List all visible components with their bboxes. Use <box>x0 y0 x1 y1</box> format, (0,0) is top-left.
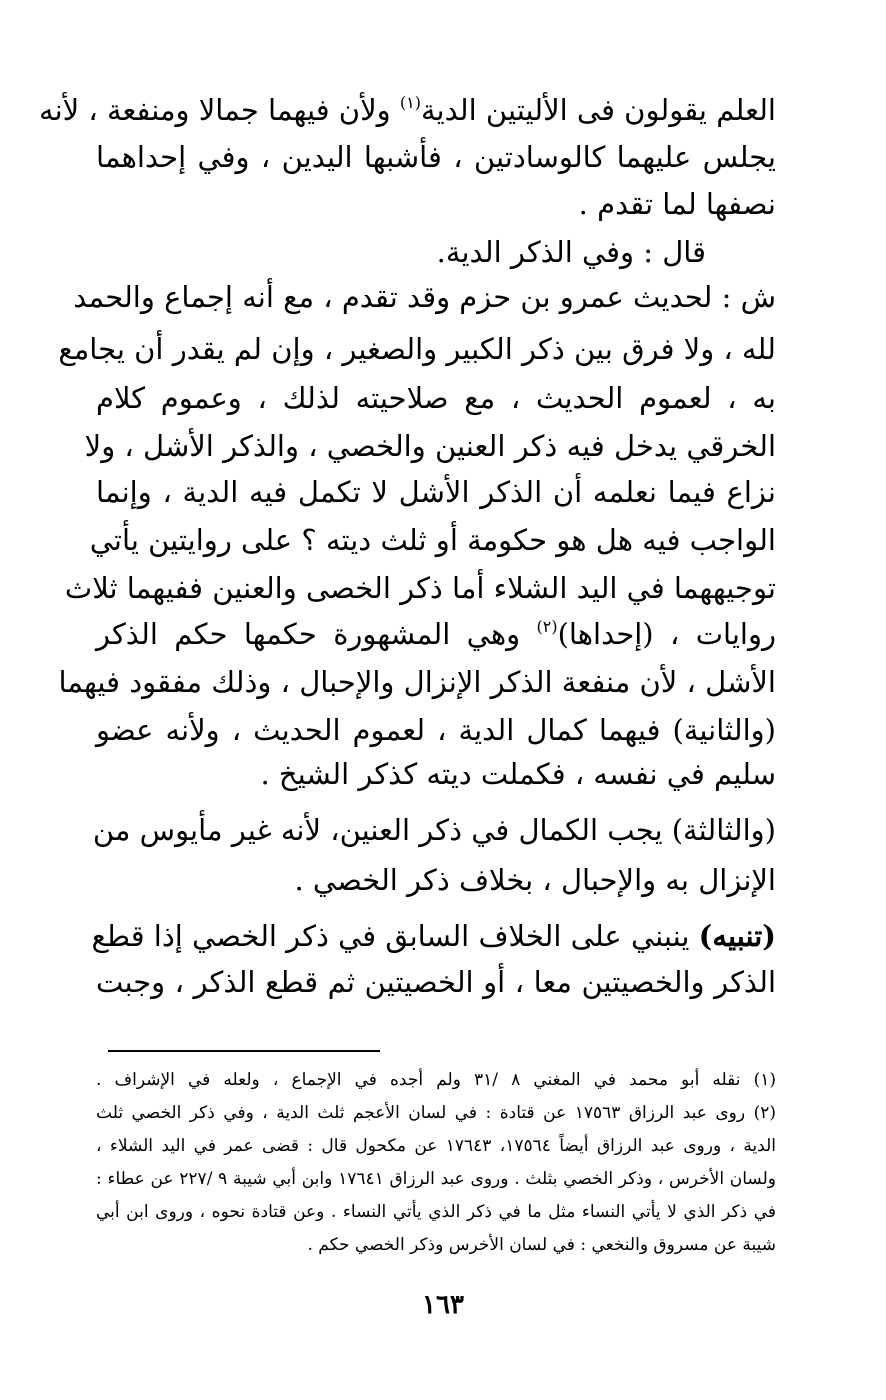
body-line-2: يجلس عليهما كالوسادتين ، فأشبها اليدين ، وفي إحداهما <box>96 140 776 174</box>
body-line-15: سليم في نفسه ، فكملت ديته كذكر الشيخ . <box>260 757 776 791</box>
body-line-9: نزاع فيما نعلمه أن الذكر الأشل لا تكمل فيه الدية ، وإنما <box>96 475 776 509</box>
body-line-17: الإنزال به والإحبال ، بخلاف ذكر الخصي . <box>294 863 776 897</box>
body-line-12-end: وهي المشهورة حكمها حكم الذكر <box>96 617 521 651</box>
page-number: ١٦٣ <box>422 1290 464 1320</box>
body-line-3: نصفها لما تقدم . <box>578 187 776 221</box>
body-line-16: (والثالثة) يجب الكمال في ذكر العنين، لأنه غير مأيوس من <box>92 813 776 847</box>
footnote-marker-2: (٢) <box>536 617 558 636</box>
footnote-line-6: شيبة عن مسروق والنخعي : في لسان الأخرس وذكر الخصي حكم . <box>307 1235 776 1255</box>
body-line-18-end: ينبني على الخلاف السابق في ذكر الخصي إذا قطع <box>91 919 690 953</box>
body-line-12 <box>96 612 776 660</box>
footnote-marker-1: (١) <box>399 93 421 112</box>
body-line-13: الأشل ، لأن منفعة الذكر الإنزال والإحبال ، وذلك مفقود فيهما <box>58 665 776 699</box>
footnote-separator <box>108 1050 380 1052</box>
footnote-line-5: في ذكر الذي لا يأتي النساء مثل ما في ذكر الذي يأتي النساء . وعن قتادة نحوه ، وروى ابن أبي <box>96 1202 776 1222</box>
body-line-1 <box>39 88 776 136</box>
body-line-10: الواجب فيه هل هو حكومة أو ثلث ديته ؟ على روايتين يأتي <box>89 523 776 557</box>
body-line-14: (والثانية) فيهما كمال الدية ، لعموم الحديث ، ولأنه عضو <box>96 713 776 747</box>
body-line-1-end: ولأن فيهما جمالا ومنفعة ، لأنه <box>39 93 391 127</box>
footnote-line-1: (١) نقله أبو محمد في المغني ٨ /٣١ ولم أجده في الإجماع ، ولعله في الإشراف . <box>96 1070 776 1090</box>
body-line-8: الخرقي يدخل فيه ذكر العنين والخصي ، والذكر الأشل ، ولا <box>84 429 776 463</box>
footnote-line-4: ولسان الأخرس ، وذكر الخصي بثلث . وروى عبد الرزاق ١٧٦٤١ وابن أبي شيبة ٩ /٢٢٧ عن عطاء : <box>96 1169 776 1189</box>
footnote-line-3: الدية ، وروى عبد الرزاق أيضاً ١٧٥٦٤، ١٧٦٤٣ عن مكحول قال : قضى عمر في اليد الشلاء ، <box>96 1136 776 1156</box>
body-line-1-start: العلم يقولون فى الأليتين الدية <box>420 93 776 127</box>
body-line-12-start: روايات ، (إحداها) <box>557 617 776 651</box>
body-line-5: ش : لحديث عمرو بن حزم وقد تقدم ، مع أنه إجماع والحمد <box>73 280 776 314</box>
notice-label: (تنبيه) <box>698 919 776 953</box>
body-line-6: لله ، ولا فرق بين ذكر الكبير والصغير ، وإن لم يقدر أن يجامع <box>58 332 776 366</box>
body-line-7: به ، لعموم الحديث ، مع صلاحيته لذلك ، وعموم كلام <box>96 381 776 415</box>
body-line-4: قال : وفي الذكر الدية. <box>436 235 706 269</box>
body-line-18 <box>91 914 776 962</box>
footnote-line-2: (٢) روى عبد الرزاق ١٧٥٦٣ عن قتادة : في لسان الأعجم ثلث الدية ، وفي ذكر الخصي ثلث <box>96 1103 776 1123</box>
body-line-19: الذكر والخصيتين معا ، أو الخصيتين ثم قطع الذكر ، وجبت <box>96 965 776 999</box>
body-line-11: توجيههما في اليد الشلاء أما ذكر الخصى والعنين ففيهما ثلاث <box>64 571 776 605</box>
